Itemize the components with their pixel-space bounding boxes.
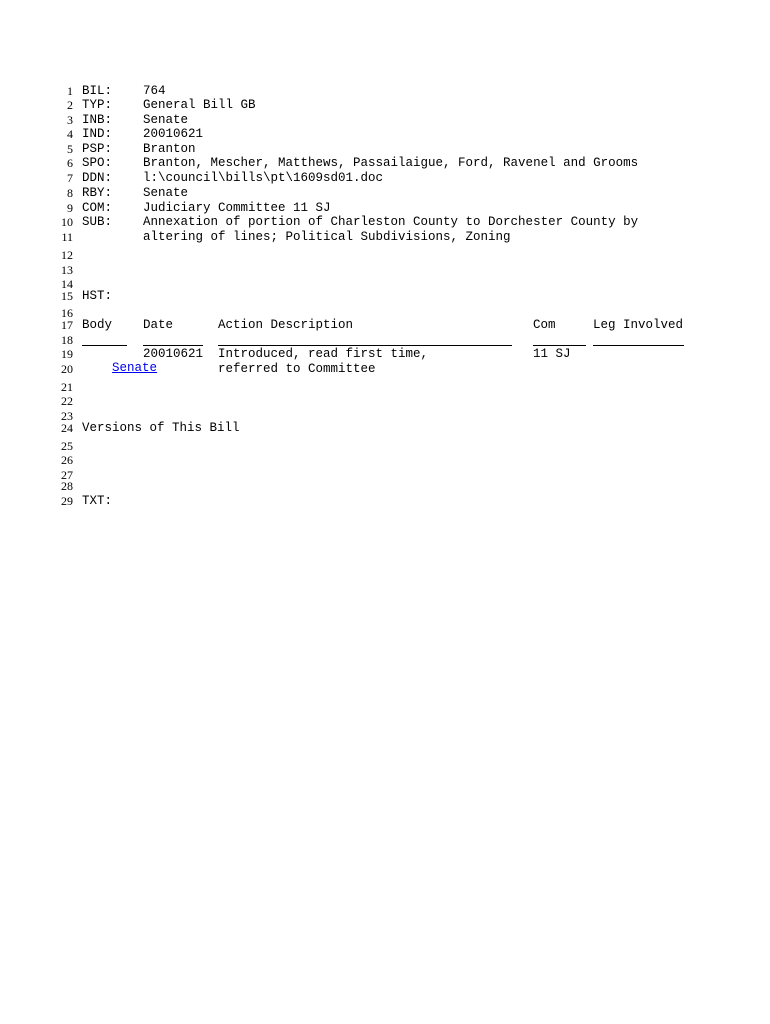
- field-label-spo: SPO:: [82, 156, 113, 170]
- field-label-typ: TYP:: [82, 98, 113, 112]
- header-underline: [82, 345, 127, 346]
- field-label-sub: SUB:: [82, 215, 113, 229]
- line-number: 22: [61, 394, 73, 408]
- line-number: 1: [67, 84, 73, 98]
- sponsors: Branton, Mescher, Matthews, Passailaigue, Ford, Ravenel and Grooms: [143, 156, 639, 170]
- line-number: 27: [61, 468, 73, 482]
- line-number: 23: [61, 409, 73, 423]
- history-header-leg: Leg Involved: [593, 318, 684, 332]
- history-row-com: 11 SJ: [533, 347, 571, 361]
- field-label-com: COM:: [82, 201, 113, 215]
- line-number: 24: [61, 421, 73, 435]
- introduced-date: 20010621: [143, 127, 204, 141]
- line-number: 16: [61, 306, 73, 320]
- line-number: 12: [61, 248, 73, 262]
- line-number: 20: [61, 362, 73, 376]
- header-underline: [533, 345, 586, 346]
- document-name: l:\council\bills\pt\1609sd01.doc: [143, 171, 384, 185]
- header-underline: [143, 345, 203, 346]
- subject-line-1: Annexation of portion of Charleston County to Dorchester County by: [143, 215, 639, 229]
- line-number: 8: [67, 186, 73, 200]
- senate-link[interactable]: Senate: [112, 361, 158, 375]
- line-number: 29: [61, 494, 73, 508]
- history-label: HST:: [82, 289, 113, 303]
- history-row-action-line-2: referred to Committee: [218, 362, 376, 376]
- line-number: 5: [67, 142, 73, 156]
- line-number: 3: [67, 113, 73, 127]
- line-number: 15: [61, 289, 73, 303]
- history-header-com: Com: [533, 318, 556, 332]
- field-label-ddn: DDN:: [82, 171, 113, 185]
- line-number: 28: [61, 479, 73, 493]
- line-number: 10: [61, 215, 73, 229]
- line-number: 9: [67, 201, 73, 215]
- header-underline: [218, 345, 512, 346]
- received-by: Senate: [143, 186, 189, 200]
- committee: Judiciary Committee 11 SJ: [143, 201, 331, 215]
- bill-type: General Bill GB: [143, 98, 256, 112]
- versions-heading: Versions of This Bill: [82, 421, 240, 435]
- line-number: 4: [67, 127, 73, 141]
- history-header-date: Date: [143, 318, 174, 332]
- bill-number: 764: [143, 84, 166, 98]
- line-number: 17: [61, 318, 73, 332]
- text-label: TXT:: [82, 494, 113, 508]
- field-label-bil: BIL:: [82, 84, 113, 98]
- line-number: 2: [67, 98, 73, 112]
- subject-line-2: altering of lines; Political Subdivisions, Zoning: [143, 230, 511, 244]
- history-header-body: Body: [82, 318, 113, 332]
- line-number: 6: [67, 156, 73, 170]
- line-number: 19: [61, 347, 73, 361]
- line-number: 7: [67, 171, 73, 185]
- field-label-rby: RBY:: [82, 186, 113, 200]
- line-number: 25: [61, 439, 73, 453]
- header-underline: [593, 345, 684, 346]
- history-header-action: Action Description: [218, 318, 354, 332]
- primary-sponsor: Branton: [143, 142, 196, 156]
- line-number: 18: [61, 333, 73, 347]
- line-number: 14: [61, 277, 73, 291]
- history-row-action-line-1: Introduced, read first time,: [218, 347, 429, 361]
- history-row-date: 20010621: [143, 347, 204, 361]
- field-label-inb: INB:: [82, 113, 113, 127]
- introduced-body: Senate: [143, 113, 189, 127]
- field-label-ind: IND:: [82, 127, 113, 141]
- line-number: 11: [61, 230, 73, 244]
- line-number: 21: [61, 380, 73, 394]
- line-number: 13: [61, 263, 73, 277]
- line-number: 26: [61, 453, 73, 467]
- field-label-psp: PSP:: [82, 142, 113, 156]
